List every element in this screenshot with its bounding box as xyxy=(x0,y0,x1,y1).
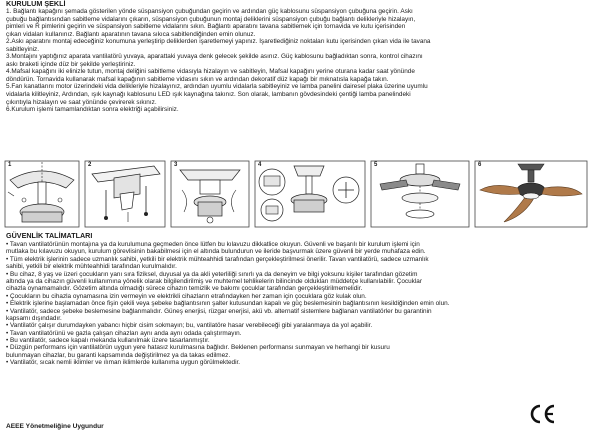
figure-number: 4 xyxy=(258,162,262,168)
install-line: 2.Askı aparatını montaj edeceğiniz konumuna yerleştirip deliklerden işaretlemeyi yapınız. İşaretlediğiniz noktaları kutu içerisinden çıkan vida ile tavana xyxy=(6,38,431,46)
install-title: KURULUM ŞEKLİ xyxy=(6,0,66,8)
safety-title: GÜVENLİK TALİMATLARI xyxy=(6,231,93,240)
install-line: pimleri ve R pimlerini geçirin ve süspansiyon sabitleme vidalarını sıkın. Bağlantı aparatını tavana sabitlemek için tornavida ve kutu içerisinden xyxy=(6,23,406,31)
joint-cover-illustration xyxy=(254,160,366,228)
safety-line: • Çocukların bu cihazla oynamasına izin vermeyin ve elektrikli cihazların etrafındayken her zaman için çocuklara göz kulak olun. xyxy=(6,292,367,300)
install-line: askı braketi içinde düz bir şekilde yerleştiriniz. xyxy=(6,60,136,68)
canopy-rod-illustration xyxy=(4,160,80,228)
install-line: çıkan vidaları kullanınız. Bağlantı aparatının tavana sıkıca sabitlendiğinden emin olunuz. xyxy=(6,30,256,38)
safety-line: cihazla oynamamalıdır. Gözetim altında olmadığı sürece cihazın temizlik ve bakımı çocuklar tarafından gerçekleştirilmemelidir. xyxy=(6,285,363,293)
install-line: döndürün. Tornavida kullanarak mafsal kapağının sabitleme vidasını sıkın ve ardından dekoratif düz kapağı bir mıknatısla kapağa takın. xyxy=(6,75,389,83)
completed-fan-illustration xyxy=(474,160,588,228)
figure-number: 5 xyxy=(374,162,378,168)
figure-6-completed-fan xyxy=(474,160,588,228)
installation-figures xyxy=(4,160,588,230)
figure-1-canopy-rod xyxy=(4,160,80,228)
safety-line: • Vantilatör, sıcak nemli iklimler ve ılıman iklimlerde kullanıma uygun görülmektedir. xyxy=(6,359,241,367)
figure-number: 1 xyxy=(8,162,12,168)
blades-lamp-illustration xyxy=(370,160,470,228)
install-line: 5.Fan kanatlarını motor üzerindeki vida delikleriyle hizalayınız, ardından uyumlu vidalarla sabitleyiniz ve lamba panelini dairesel plaka üzerine uyumlu xyxy=(6,83,428,91)
weee-compliance-note: AEEE Yönetmeliğine Uygundur xyxy=(6,423,104,430)
safety-line: • Düzgün performans için vantilatörün uygun yere hatasız kurulmasına bağlıdır. Beklenen performansı sunmayan ve herhangi bir kusuru xyxy=(6,344,390,352)
figure-2-bracket xyxy=(84,160,166,228)
safety-line: • Vantilatör, sadece şebeke beslemesine bağlanmalıdır. Güneş enerjisi, rüzgar enerjisi, akü vb. alternatif sistemlere bağlanan vantilatörler bu garantinin xyxy=(6,307,432,315)
install-line: 3.Montajını yaptığınız aparata vantilatörü yuvaya, aparattaki yuvaya denk gelecek şekilde asınız. Güç kablosunu bağladıktan sonra, kontrol cihazını xyxy=(6,53,423,61)
safety-line: • Elektrik işlerine başlamadan önce fişin çekili veya şebeke bağlantısının şalter kutusundan kapalı ve güç beslemesinin bağlantısının kesildiğinden emin olun. xyxy=(6,300,450,308)
install-line: sabitleyiniz. xyxy=(6,45,40,53)
safety-line: bulunmayan cihazlar, bu garanti kapsamında değiştirilmez ya da takas edilmez. xyxy=(6,351,231,359)
figure-number: 2 xyxy=(88,162,92,168)
figure-number: 3 xyxy=(174,162,178,168)
install-line: 4.Mafsal kapağını iki elinizle tutun, montaj deliğini sabitleme vidasıyla hizalayın ve sabitleyin, Mafsal kapağını yerine oturana kadar saat yönünde xyxy=(6,68,415,76)
safety-instructions xyxy=(6,241,588,367)
safety-line: • Tavan vantilatörünü ve gazla çalışan cihazları aynı anda aynı odada çalıştırmayın. xyxy=(6,329,242,337)
safety-line: • Tüm elektrik işlerinin sadece uzmanlık sahibi, yetkili bir elektrik mühteahhidi tarafından gerçekleştirilmesi önerilir. Tavan vantilatörü, sadece uzmanlık xyxy=(6,255,429,263)
install-line: 6.Kurulum işlemi tamamlandıktan sonra elektriği açabilirsiniz. xyxy=(6,106,179,114)
figure-number: 6 xyxy=(478,162,482,168)
safety-line: sahibi, yetkili bir elektrik mühteahhidi tarafından kurulmalıdır. xyxy=(6,263,177,271)
figure-5-blades-lamp xyxy=(370,160,470,228)
install-line: çubuğu bağlantısından sabitleme vidalarını çıkarın, süspansiyon çubuğunun montaj deliklerini süspansiyon çubuğu bağlantı delikleriyle hizalayın, xyxy=(6,15,416,23)
safety-line: altında ya da cihazın güvenli kullanımına yönelik olarak bilgilendirilmiş ve muhtemel tehlikelerin bilincinde oldukları müddetçe kullanılabilir. Çocuklar xyxy=(6,277,422,285)
install-steps xyxy=(6,8,588,114)
figure-3-hang-fan xyxy=(170,160,250,228)
safety-line: • Bu cihaz, 8 yaş ve üzeri çocukların yanı sıra fiziksel, duyusal ya da akli yeterliliği sınırlı ya da deneyim ve bilgi yoksunu kişiler tarafından gözetim xyxy=(6,270,418,278)
safety-line: • Vantilatör çalışır durumdayken yabancı hiçbir cisim sokmayın; bu, vantilatöre hasar verebileceği gibi yaralanmaya da yol açabilir. xyxy=(6,322,373,330)
hang-fan-illustration xyxy=(170,160,250,228)
safety-line: mutlaka bu kılavuzu okuyun, kurulum görevlisinin bakabilmesi için el altında bulundurun ve ileride başvurmak üzere güvenli bir yerde muhafaza edin. xyxy=(6,248,426,256)
safety-line: • Tavan vantilatörünün montajına ya da kurulumuna geçmeden önce lütfen bu kılavuzu dikkatlice okuyun. Güvenli ve başarılı bir kurulum işlemi için xyxy=(6,241,420,248)
bracket-illustration xyxy=(84,160,166,228)
install-line: 1. Bağlantı kapağını şemada gösterilen yönde süspansiyon çubuğundan geçirin ve ardından güç kablosunu süspansiyon çubuğuna geçirin. Askı xyxy=(6,8,413,15)
ce-mark-icon xyxy=(527,403,557,425)
safety-line: kapsamı dışındadır. xyxy=(6,314,62,322)
figure-4-joint-cover xyxy=(254,160,366,228)
install-line: vidalarla kilitleyiniz, Ardından, ışık kaynağı kablosunu LED ışık kaynağına takınız. Son olarak, lambanın gövdesindeki çentiği lamba panelindeki xyxy=(6,91,411,99)
install-line: çıkıntıyla hizalayın ve saat yönünde çevirerek sıkınız. xyxy=(6,98,157,106)
safety-line: • Bu vantilatör, sadece kapalı mekanda kullanılmak üzere tasarlanmıştır. xyxy=(6,337,210,345)
